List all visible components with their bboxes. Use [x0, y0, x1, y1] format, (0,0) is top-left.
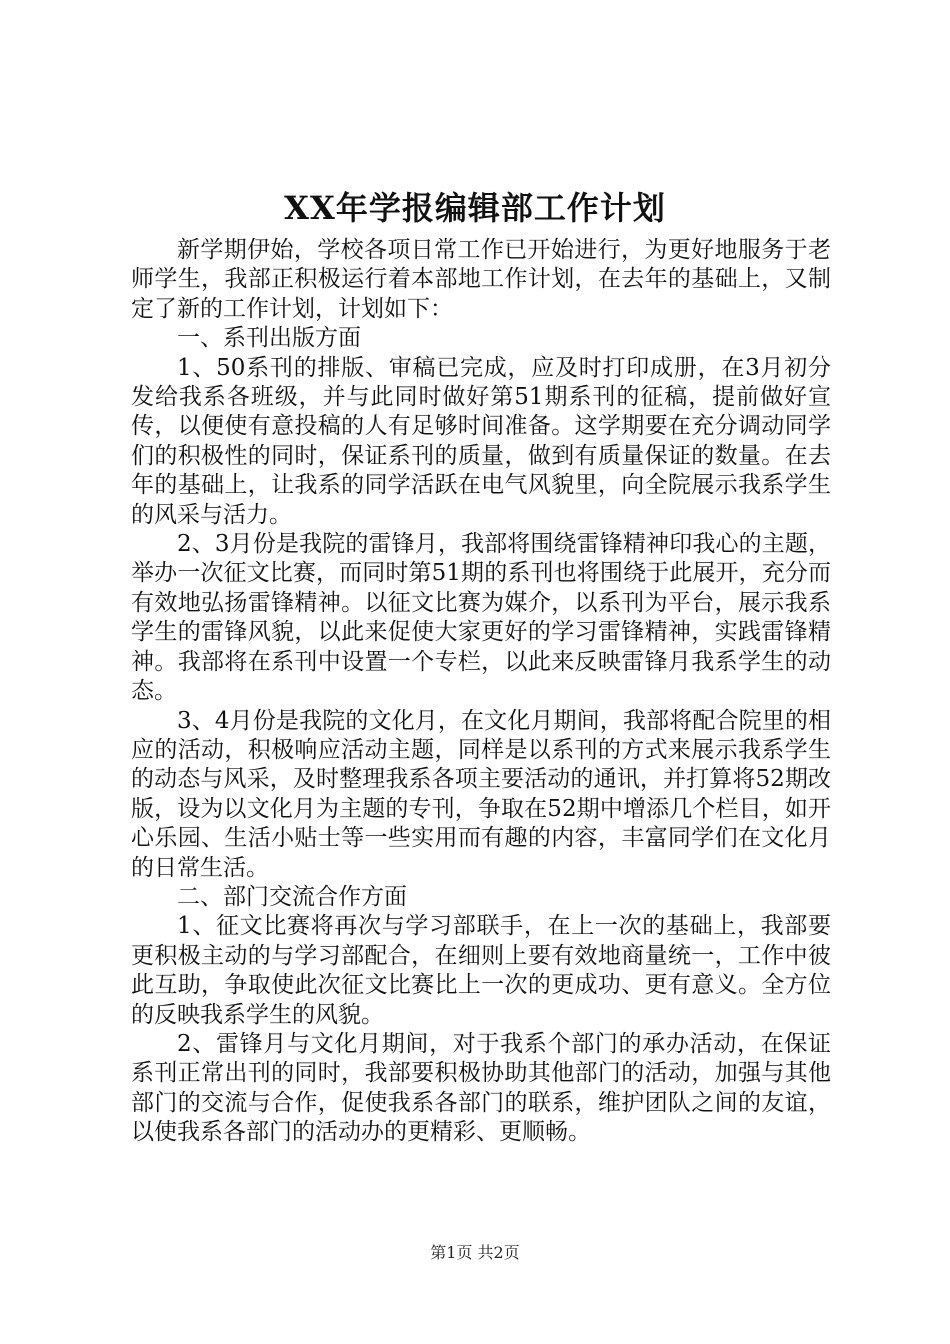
paragraph-intro: 新学期伊始，学校各项日常工作已开始进行，为更好地服务于老师学生，我部正积极运行着本部地工作计划，在去年的基础上，又制定了新的工作计划，计划如下： [131, 237, 831, 322]
document-body [131, 236, 831, 1148]
page-footer: 第1页 共2页 [430, 1243, 520, 1262]
paragraph-item: 1、征文比赛将再次与学习部联手，在上一次的基础上，我部要更积极主动的与学习部配合，在细则上要有效地商量统一，工作中彼此互助，争取使此次征文比赛比上一次的更成功、更有意义。全方位的反映我系学生的风貌。 [131, 913, 831, 1028]
paragraph-item: 1、50系刊的排版、审稿已完成，应及时打印成册，在3月初分发给我系各班级，并与此同时做好第51期系刊的征稿，提前做好宣传，以便使有意投稿的人有足够时间准备。这学期要在充分调动同学们的积极性的同时，保证系刊的质量，做到有质量保证的数量。在去年的基础上，让我系的同学活跃在电气风貌里，向全院展示我系学生的风采与活力。 [131, 354, 831, 528]
section-heading-publication: 一、系刊出版方面 [177, 325, 361, 352]
document-title: XX年学报编辑部工作计划 [284, 189, 666, 227]
paragraph-item: 2、雷锋月与文化月期间，对于我系个部门的承办活动，在保证系刊正常出刊的同时，我部要积极协助其他部门的活动，加强与其他部门的交流与合作，促使我系各部门的联系，维护团队之间的友谊，以使我系各部门的活动办的更精彩、更顺畅。 [131, 1030, 831, 1146]
paragraph-item: 2、3月份是我院的雷锋月，我部将围绕雷锋精神印我心的主题，举办一次征文比赛，而同时第51期的系刊也将围绕于此展开，充分而有效地弘扬雷锋精神。以征文比赛为媒介，以系刊为平台，展示我系学生的雷锋风貌，以此来促使大家更好的学习雷锋精神，实践雷锋精神。我部将在系刊中设置一个专栏，以此来反映雷锋月我系学生的动态。 [131, 531, 831, 705]
section-heading-cooperation: 二、部门交流合作方面 [177, 883, 407, 910]
paragraph-item: 3、4月份是我院的文化月，在文化月期间，我部将配合院里的相应的活动，积极响应活动主题，同样是以系刊的方式来展示我系学生的动态与风采，及时整理我系各项主要活动的通讯，并打算将52期改版，设为以文化月为主题的专刊，争取在52期中增添几个栏目，如开心乐园、生活小贴士等一些实用而有趣的内容，丰富同学们在文化月的日常生活。 [131, 707, 831, 881]
